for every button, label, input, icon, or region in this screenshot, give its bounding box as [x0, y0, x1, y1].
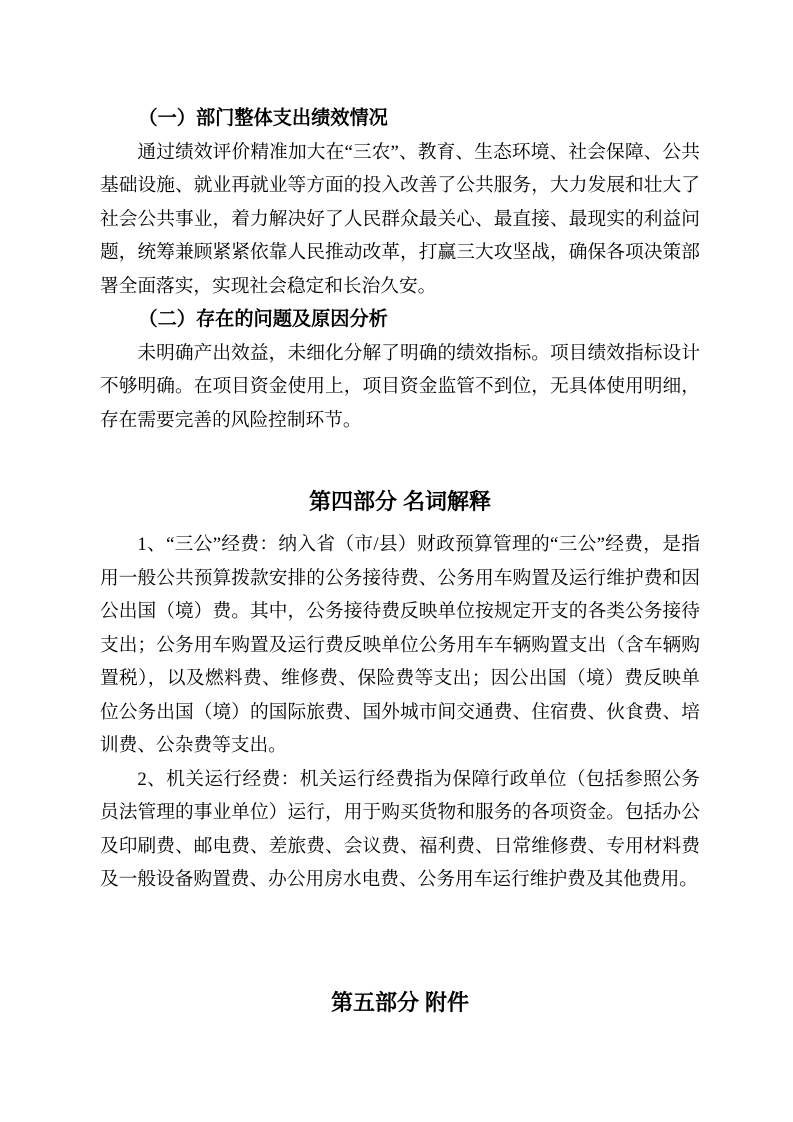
paragraph: 2、机关运行经费：机关运行经费指为保障行政单位（包括参照公务员法管理的事业单位）运行，用于购买货物和服务的各项资金。包括办公及印刷费、邮电费、差旅费、会议费、福利费、日常维修费、专用材料费及一般设备购置费、办公用房水电费、公务用车运行维护费及其他费用。	[100, 768, 700, 890]
section-sub-heading: （一）部门整体支出绩效情况	[138, 108, 388, 129]
paragraph: 未明确产出效益，未细化分解了明确的绩效指标。项目绩效指标设计不够明确。在项目资金使用上，项目资金监管不到位，无具体使用明细，存在需要完善的风险控制环节。	[100, 342, 700, 431]
paragraph: 1、“三公”经费：纳入省（市/县）财政预算管理的“三公”经费，是指用一般公共预算拨款安排的公务接待费、公务用车购置及运行维护费和因公出国（境）费。其中，公务接待费反映单位按规定开支的各类公务接待支出；公务用车购置及运行费反映单位公务用车车辆购置支出（含车辆购置税），以及燃料费、维修费、保险费等支出；因公出国（境）费反映单位公务出国（境）的国际旅费、国外城市间交通费、住宿费、伙食费、培训费、公杂费等支出。	[100, 534, 700, 756]
section-sub-heading: （二）存在的问题及原因分析	[138, 309, 388, 330]
paragraph: 通过绩效评价精准加大在“三农”、教育、生态环境、社会保障、公共基础设施、就业再就业等方面的投入改善了公共服务，大力发展和壮大了社会公共事业，着力解决好了人民群众最关心、最直接、最现实的利益问题，统筹兼顾紧紧依靠人民推动改革，打赢三大攻坚战，确保各项决策部署全面落实，实现社会稳定和长治久安。	[100, 141, 700, 297]
part-heading: 第四部分 名词解释	[308, 489, 492, 514]
part-heading: 第五部分 附件	[330, 989, 470, 1015]
document-body	[100, 0, 700, 1023]
